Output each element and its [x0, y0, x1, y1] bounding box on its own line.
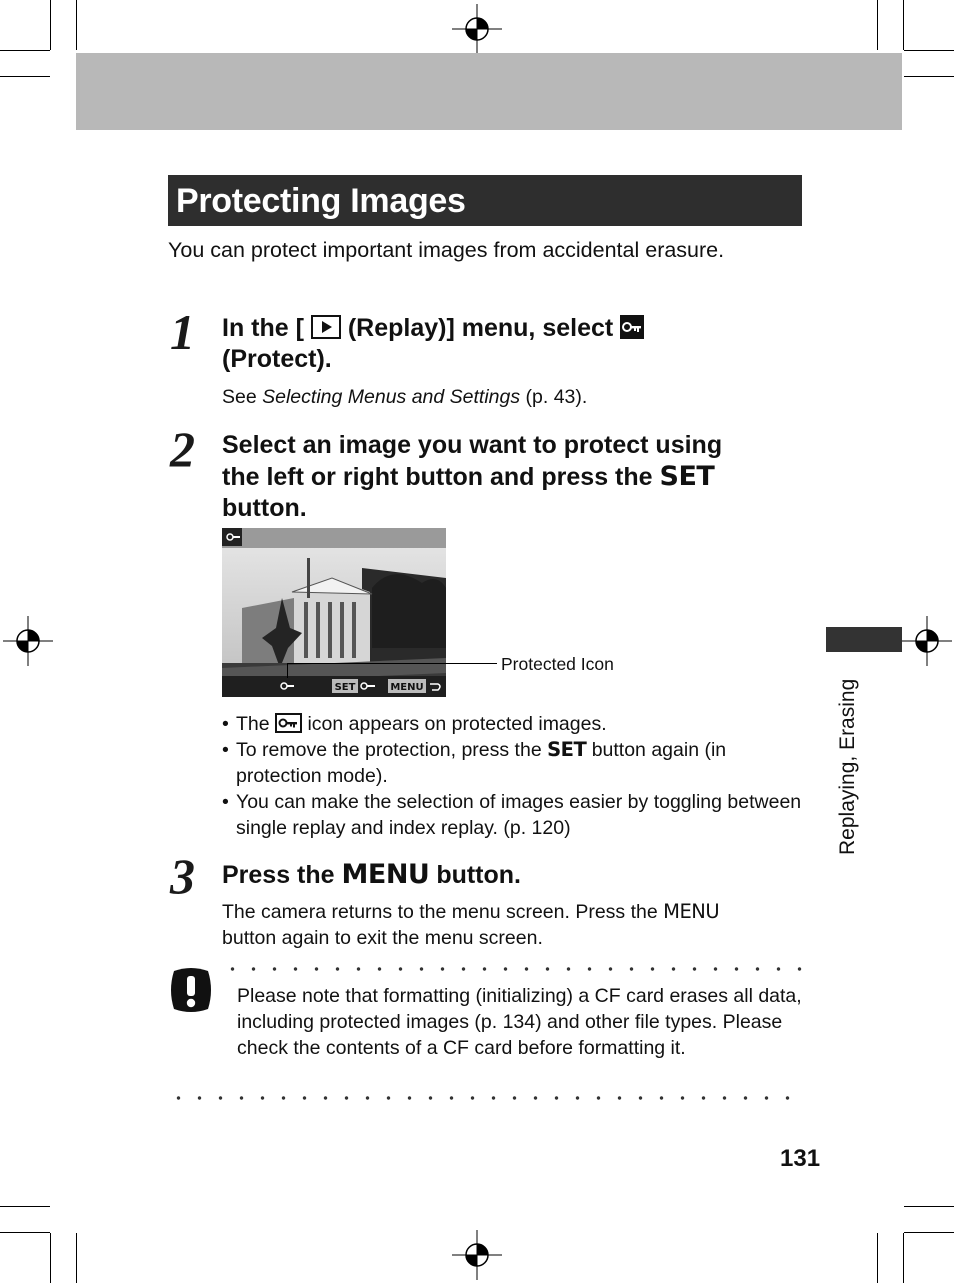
step-1-note-suffix: (p. 43). [520, 386, 588, 408]
step-2-heading-line1: Select an image you want to protect using [222, 431, 723, 459]
registration-mark-icon [452, 4, 502, 54]
caution-icon [168, 967, 214, 1013]
menu-button-label: MENU [663, 900, 720, 923]
step-1-heading-b: (Replay)] menu, select [347, 314, 614, 342]
step-3-body [222, 899, 802, 951]
building-photo [222, 528, 446, 697]
step-3-number: 3 [170, 848, 195, 904]
step-3-heading [222, 859, 802, 891]
callout-line [287, 663, 497, 664]
dotted-divider [222, 966, 806, 972]
step-1-note-prefix: See [222, 386, 263, 408]
photo-set-label: SET [334, 682, 356, 693]
step-2-heading-line2: the left or right button and press the [222, 463, 653, 491]
section-title: Protecting Images [168, 175, 802, 226]
set-button-label: SET [547, 738, 587, 761]
set-button-label: SET [659, 461, 715, 492]
step-1-note-link: Selecting Menus and Settings [262, 386, 521, 408]
registration-mark-icon [902, 616, 952, 666]
step-3-heading-a: Press the [222, 861, 335, 889]
step-2-number: 2 [170, 421, 195, 477]
protect-key-icon [620, 315, 644, 339]
photo-menu-label: MENU [390, 682, 424, 693]
step-2-heading [222, 430, 802, 524]
chapter-tab [826, 627, 902, 652]
notes-list [222, 711, 802, 841]
header-band [76, 53, 902, 130]
step-3-body-b: button again to exit the menu screen. [222, 927, 543, 949]
registration-mark-icon [3, 616, 53, 666]
bullet-1-b: icon appears on protected images. [307, 713, 607, 735]
camera-lcd-photo [222, 528, 446, 697]
bullet-2-b: button again (in protection mode). [236, 739, 727, 787]
step-3-heading-b: button. [436, 861, 521, 889]
bullet-1-a: The [236, 713, 270, 735]
step-1-note [222, 384, 587, 410]
protect-key-icon [275, 713, 302, 733]
caution-text: Please note that formatting (initializing) a CF card erases all data, including protected images (p. 134) and other file types. Please check the contents of a CF card before formatting it. [237, 985, 802, 1059]
list-item: • You can make the selection of images easier by toggling between single replay and index replay. (p. 120) [222, 789, 802, 841]
chapter-label: Replaying, Erasing [836, 678, 859, 855]
registration-mark-icon [452, 1230, 502, 1280]
page-number: 131 [780, 1145, 821, 1172]
bullet-2-a: To remove the protection, press the [236, 739, 542, 761]
protected-icon-callout: Protected Icon [501, 654, 614, 674]
intro-text: You can protect important images from accidental erasure. [168, 238, 725, 262]
step-3-body-a: The camera returns to the menu screen. Press the [222, 901, 658, 923]
step-2-heading-line3: button. [222, 494, 307, 522]
list-item [222, 711, 802, 737]
step-1-number: 1 [170, 304, 195, 360]
callout-leader [287, 663, 288, 678]
list-item [222, 737, 802, 789]
menu-button-label: MENU [341, 859, 430, 890]
replay-icon [311, 315, 341, 339]
step-1-heading-a: In the [ [222, 314, 304, 342]
dotted-divider [168, 1095, 806, 1101]
step-1-heading [222, 313, 802, 375]
step-1-heading-c: (Protect). [222, 345, 332, 373]
